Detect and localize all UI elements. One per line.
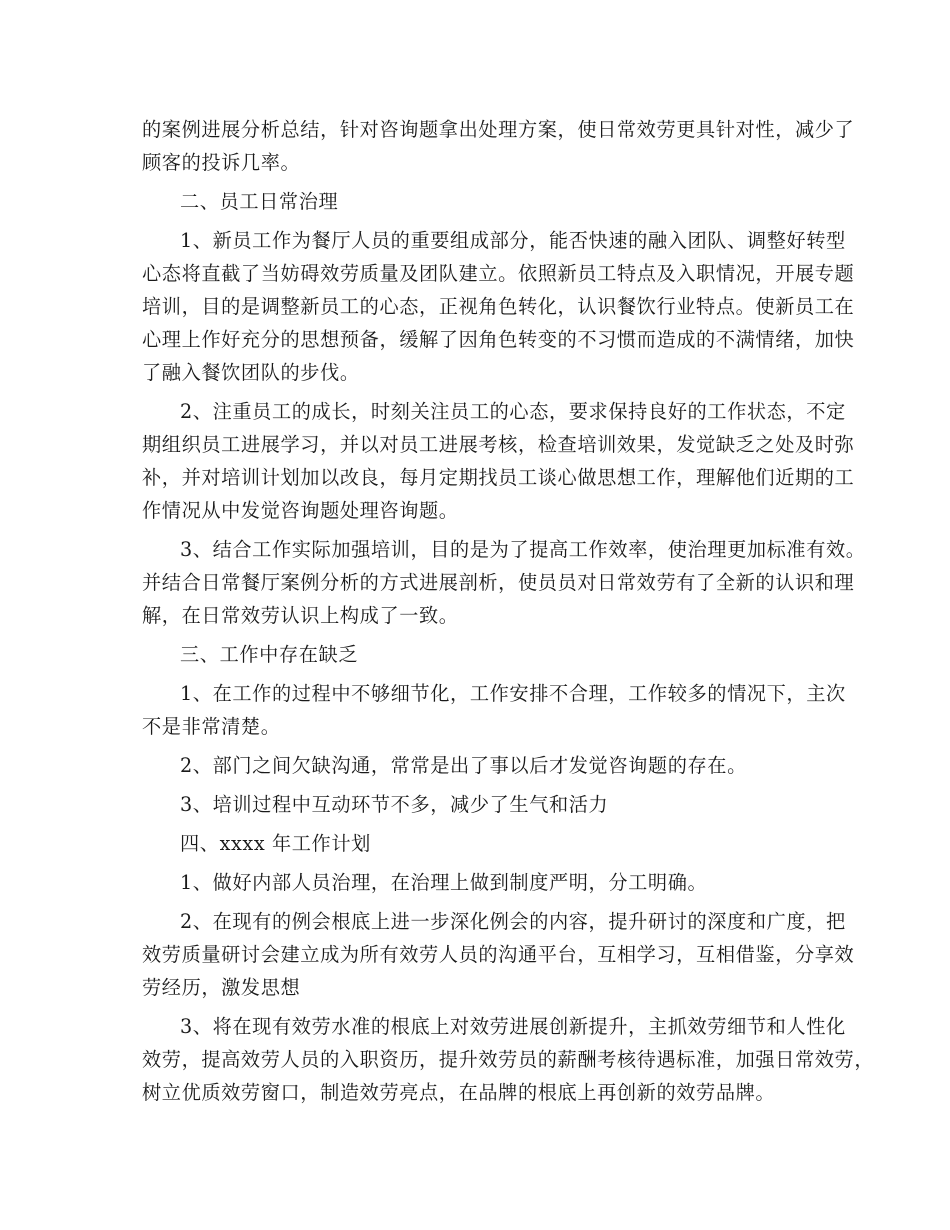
text-line: 心态将直截了当妨碍效劳质量及团队建立。依照新员工特点及入职情况，开展专题	[142, 262, 855, 285]
text-line: 2、在现有的例会根底上进一步深化例会的内容，提升研讨的深度和广度，把	[180, 910, 846, 933]
text-line: 作情况从中发觉咨询题处理咨询题。	[142, 499, 459, 522]
text-line: 1、在工作的过程中不够细节化，工作安排不合理，工作较多的情况下，主次	[180, 682, 846, 705]
text-line: 效劳质量研讨会建立成为所有效劳人员的沟通平台，互相学习，互相借鉴，分享效	[142, 943, 855, 966]
text-line: 解，在日常效劳认识上构成了一致。	[142, 604, 459, 627]
paragraph	[142, 533, 866, 632]
paragraph	[142, 749, 842, 782]
text-line: 1、新员工作为餐厅人员的重要组成部分，能否快速的融入团队、调整好转型	[180, 229, 846, 252]
text-line: 2、注重员工的成长，时刻关注员工的心态，要求保持良好的工作状态，不定	[180, 400, 846, 423]
text-line: 四、xxxx 年工作计划	[180, 832, 371, 855]
text-line: 并结合日常餐厅案例分析的方式进展剖析，使员员对日常效劳有了全新的认识和理	[142, 571, 855, 594]
text-line: 3、培训过程中互动环节不多，减少了生气和活力	[180, 793, 609, 816]
paragraph	[142, 788, 842, 821]
text-line: 心理上作好充分的思想预备，缓解了因角色转变的不习惯而造成的不满情绪，加快	[142, 328, 855, 351]
paragraph	[142, 224, 855, 389]
text-line: 3、将在现有效劳水准的根底上对效劳进展创新提升，主抓效劳细节和人性化	[180, 1015, 846, 1038]
paragraph	[142, 866, 842, 899]
paragraph	[142, 905, 855, 1004]
text-line: 树立优质效劳窗口，制造效劳亮点，在品牌的根底上再创新的效劳品牌。	[142, 1081, 776, 1104]
text-line: 期组织员工进展学习，并以对员工进展考核，检查培训效果，发觉缺乏之处及时弥	[142, 433, 855, 456]
text-line: 了融入餐饮团队的步伐。	[142, 361, 360, 384]
text-line: 劳经历，激发思想	[142, 976, 301, 999]
section-heading	[142, 638, 842, 671]
paragraph	[142, 677, 846, 743]
text-line: 补，并对培训计划加以改良，每月定期找员工谈心做思想工作，理解他们近期的工	[142, 466, 855, 489]
text-line: 二、员工日常治理	[180, 190, 339, 213]
paragraph	[142, 1010, 875, 1109]
paragraph	[142, 395, 855, 527]
paragraph	[142, 113, 855, 179]
text-line: 不是非常清楚。	[142, 715, 281, 738]
section-heading	[142, 827, 842, 860]
text-line: 顾客的投诉几率。	[142, 151, 301, 174]
text-line: 2、部门之间欠缺沟通，常常是出了事以后才发觉咨询题的存在。	[180, 754, 747, 777]
text-line: 的案例进展分析总结，针对咨询题拿出处理方案，使日常效劳更具针对性，减少了	[142, 118, 855, 141]
document-body	[142, 113, 875, 1109]
section-heading	[142, 185, 842, 218]
text-line: 效劳，提高效劳人员的入职资历，提升效劳员的薪酬考核待遇标准，加强日常效劳，	[142, 1048, 875, 1071]
text-line: 1、做好内部人员治理，在治理上做到制度严明，分工明确。	[180, 871, 708, 894]
text-line: 三、工作中存在缺乏	[180, 643, 359, 666]
text-line: 培训，目的是调整新员工的心态，正视角色转化，认识餐饮行业特点。使新员工在	[142, 295, 855, 318]
text-line: 3、结合工作实际加强培训，目的是为了提高工作效率，使治理更加标准有效。	[180, 538, 866, 561]
